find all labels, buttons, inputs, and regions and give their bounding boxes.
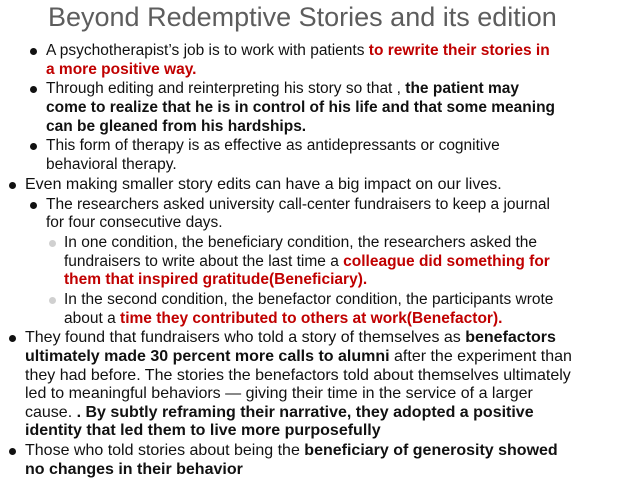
bullet-text: Even making smaller story edits can have a big impact on our lives. (25, 175, 502, 193)
bullet-text: no changes in their behavior (25, 460, 243, 478)
bullet-text: beneficiary of generosity showed (304, 442, 558, 460)
bullet-line (64, 253, 550, 271)
bullet-line (25, 404, 534, 422)
bullet-line (46, 118, 306, 136)
bullet-line (46, 42, 550, 60)
bullet-text: they had before. The stories the benefactors told about themselves ultimately (25, 366, 571, 384)
bullet-text: This form of therapy is as effective as antidepressants or cognitive (46, 137, 500, 155)
bullet-icon (30, 143, 37, 150)
bullet-text: them that inspired gratitude(Beneficiary). (64, 271, 368, 289)
bullet-icon (30, 202, 37, 209)
bullet-text: a more positive way. (46, 60, 197, 78)
bullet-text: benefactors (465, 329, 556, 347)
bullet-line (25, 348, 572, 366)
bullet-text: They found that fundraisers who told a story of themselves as (25, 329, 466, 347)
bullet-text: cause. (25, 403, 77, 421)
bullet-line (46, 156, 177, 174)
bullet-line (25, 176, 502, 194)
bullet-text: about a (64, 309, 121, 327)
bullet-text: the patient may (405, 80, 519, 98)
bullet-icon (9, 335, 16, 342)
bullet-text: fundraisers to write about the last time a (64, 252, 344, 270)
bullet-line (46, 80, 519, 98)
bullet-icon (49, 297, 56, 304)
bullet-line (64, 291, 553, 309)
bullet-line (64, 310, 502, 328)
bullet-icon (30, 86, 37, 93)
bullet-text: to rewrite their stories in (368, 42, 550, 59)
bullet-line (46, 61, 196, 79)
bullet-line (25, 367, 571, 385)
bullet-text: . By subtly reframing their narrative, they adopted a positive (76, 403, 534, 421)
bullet-text: can be gleaned from his hardships. (46, 117, 307, 135)
bullet-line (25, 442, 558, 460)
bullet-text: The researchers asked university call-center fundraisers to keep a journal (46, 195, 550, 213)
bullet-line (46, 214, 223, 232)
bullet-text: identity that led them to live more purposefully (25, 422, 381, 440)
bullet-text: after the experiment than (389, 348, 572, 365)
bullet-text: colleague did something for (343, 252, 550, 270)
bullet-text: time they contributed to others at work(Benefactor). (120, 309, 503, 327)
bullet-text: ultimately made 30 percent more calls to alumni (25, 348, 390, 365)
bullet-line (64, 271, 367, 289)
bullet-line (25, 461, 243, 479)
bullet-text: In the second condition, the benefactor condition, the participants wrote (64, 291, 554, 308)
bullet-line (25, 329, 556, 347)
bullet-line (46, 99, 555, 117)
bullet-line (46, 196, 550, 214)
bullet-icon (30, 48, 37, 55)
slide-title: Beyond Redemptive Stories and its edition (48, 2, 557, 32)
bullet-text: In one condition, the beneficiary condition, the researchers asked the (64, 234, 538, 251)
bullet-text: come to realize that he is in control of his life and that some meaning (46, 99, 556, 116)
bullet-text: for four consecutive days. (46, 214, 223, 232)
bullet-line (25, 385, 533, 403)
bullet-line (64, 234, 537, 252)
bullet-text: behavioral therapy. (46, 156, 177, 173)
bullet-text: Through editing and reinterpreting his story so that , (46, 80, 406, 98)
bullet-text: led to meaningful behaviors — giving their time in the service of a larger (25, 385, 533, 403)
bullet-icon (9, 182, 16, 189)
bullet-line (25, 422, 381, 440)
bullet-text: Those who told stories about being the (25, 442, 305, 460)
bullet-line (46, 137, 500, 155)
bullet-icon (49, 240, 56, 247)
bullet-text: A psychotherapist’s job is to work with patients (46, 42, 369, 59)
bullet-icon (9, 448, 16, 455)
